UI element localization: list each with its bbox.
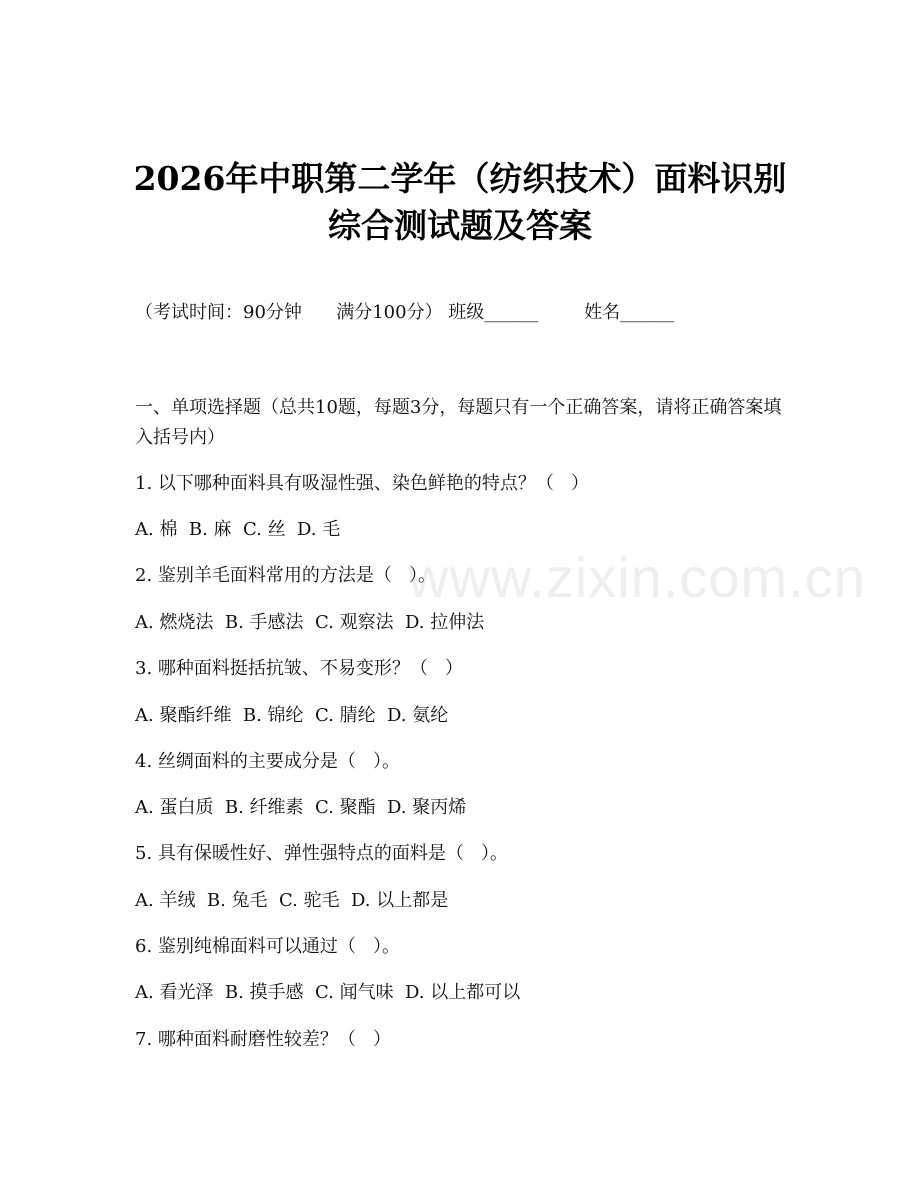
question-6-options: A. 看光泽 B. 摸手感 C. 闻气味 D. 以上都可以 [135, 982, 521, 1003]
question-7: 7. 哪种面料耐磨性较差？（ ） [135, 1029, 392, 1050]
question-1: 1. 以下哪种面料具有吸湿性强、染色鲜艳的特点？（ ） [135, 473, 590, 494]
watermark: www.zixin.com.cn [408, 546, 866, 609]
question-2-options: A. 燃烧法 B. 手感法 C. 观察法 D. 拉伸法 [135, 612, 485, 633]
question-3-options: A. 聚酯纤维 B. 锦纶 C. 腈纶 D. 氨纶 [135, 705, 449, 726]
question-2: 2. 鉴别羊毛面料常用的方法是（ ）。 [135, 565, 437, 586]
document-title-line-2: 综合测试题及答案 [328, 206, 592, 245]
question-6: 6. 鉴别纯棉面料可以通过（ ）。 [135, 936, 401, 957]
exam-info-line: （考试时间：90分钟 满分100分） 班级______ 姓名______ [135, 302, 675, 323]
question-4-options: A. 蛋白质 B. 纤维素 C. 聚酯 D. 聚丙烯 [135, 797, 467, 818]
document-title-line-1: 2026年中职第二学年（纺织技术）面料识别 [133, 159, 787, 198]
section-heading: 一、单项选择题（总共10题，每题3分，每题只有一个正确答案，请将正确答案填入括号内） [135, 397, 782, 448]
question-4: 4. 丝绸面料的主要成分是（ ）。 [135, 751, 401, 772]
question-5: 5. 具有保暖性好、弹性强特点的面料是（ ）。 [135, 843, 509, 864]
question-1-options: A. 棉 B. 麻 C. 丝 D. 毛 [135, 519, 341, 540]
question-5-options: A. 羊绒 B. 兔毛 C. 驼毛 D. 以上都是 [135, 890, 449, 911]
question-3: 3. 哪种面料挺括抗皱、不易变形？（ ） [135, 658, 464, 679]
